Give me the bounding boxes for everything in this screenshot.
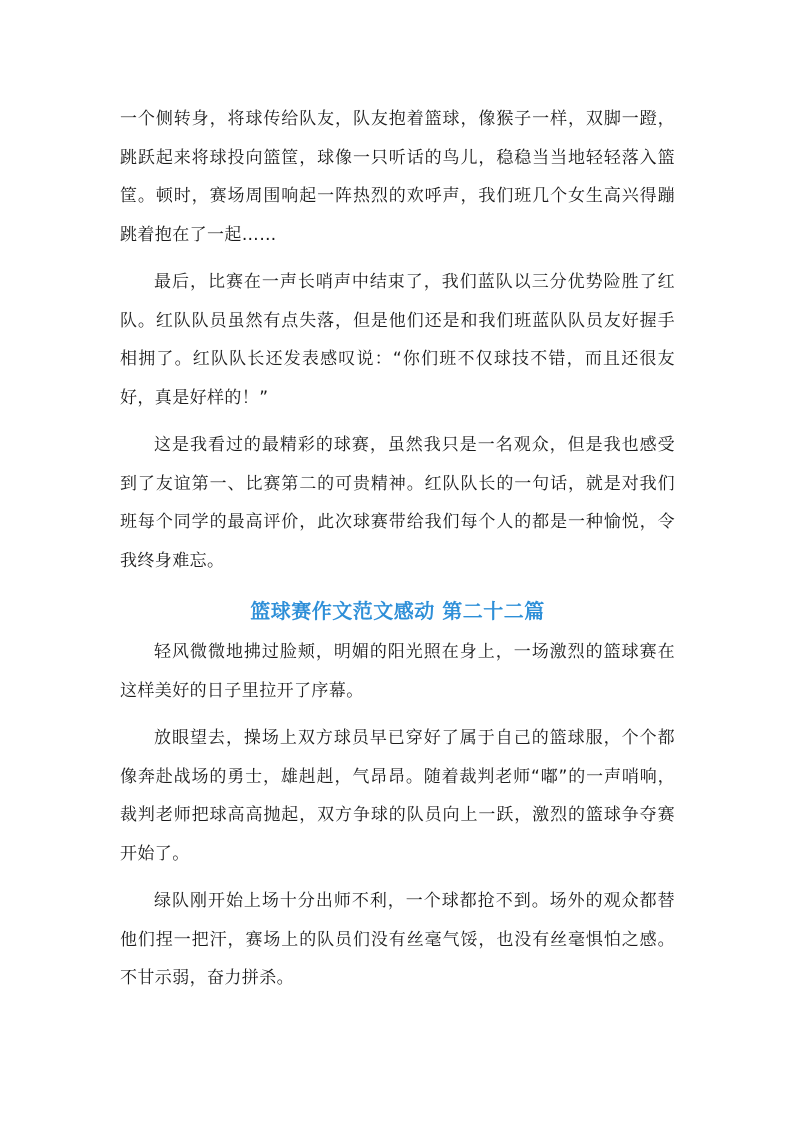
article-body <box>120 100 675 1007</box>
paragraph: 这是我看过的最精彩的球赛，虽然我只是一名观众，但是我也感受到了友谊第一、比赛第二的可贵精神。红队队长的一句话，就是对我们班每个同学的最高评价，此次球赛带给我们每个人的都是一种愉悦，令我终身难忘。 <box>120 435 675 571</box>
section-title: 篮球赛作文范文感动 第二十二篇 <box>250 599 545 623</box>
paragraph-continued: 一个侧转身，将球传给队友，队友抱着篮球，像猴子一样，双脚一蹬，跳跃起来将球投向篮筐，球像一只听话的鸟儿，稳稳当当地轻轻落入篮筐。顿时，赛场周围响起一阵热烈的欢呼声，我们班几个女生高兴得蹦跳着抱在了一起…… <box>120 109 675 245</box>
paragraph: 轻风微微地拂过脸颊，明媚的阳光照在身上，一场激烈的篮球赛在这样美好的日子里拉开了序幕。 <box>120 642 675 701</box>
paragraph: 放眼望去，操场上双方球员早已穿好了属于自己的篮球服，个个都像奔赴战场的勇士，雄赳赳，气昂昂。随着裁判老师“嘟”的一声哨响，裁判老师把球高高抛起，双方争球的队员向上一跃，激烈的篮球争夺赛开始了。 <box>120 728 675 864</box>
paragraph: 绿队刚开始上场十分出师不利，一个球都抢不到。场外的观众都替他们捏一把汗，赛场上的队员们没有丝毫气馁，也没有丝毫惧怕之感。不甘示弱，奋力拼杀。 <box>120 891 675 988</box>
paragraph: 最后，比赛在一声长哨声中结束了，我们蓝队以三分优势险胜了红队。红队队员虽然有点失落，但是他们还是和我们班蓝队队员友好握手相拥了。红队队长还发表感叹说：“你们班不仅球技不错，而且还很友好，真是好样的！” <box>120 272 675 408</box>
